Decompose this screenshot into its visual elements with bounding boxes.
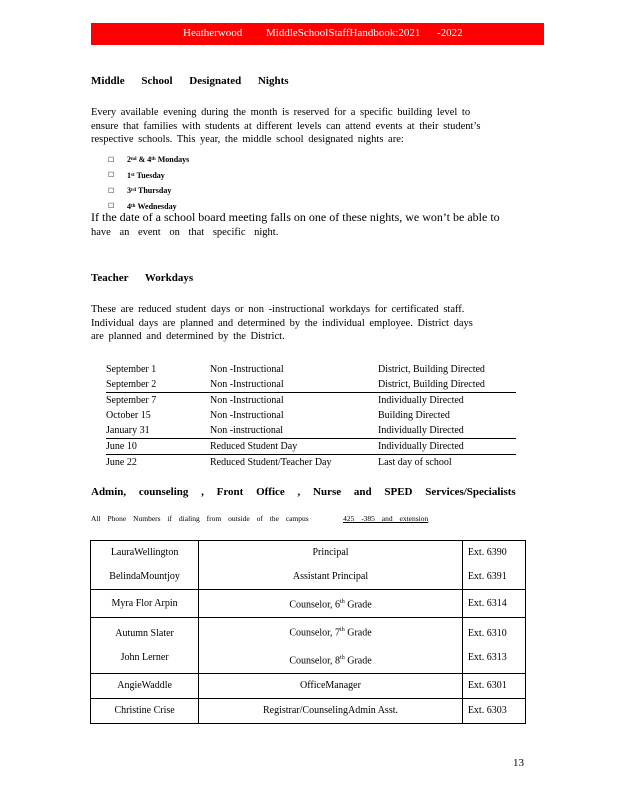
workday-date-cell: October 15 bbox=[106, 410, 151, 421]
staff-extension: Ext. 6390 bbox=[467, 547, 507, 558]
staff-name: LauraWellington bbox=[110, 547, 179, 558]
paragraph-line: respective schools. This year, the middle school designated nights are: bbox=[91, 134, 404, 145]
table-row bbox=[106, 455, 516, 471]
header-year-end: -2022 bbox=[437, 27, 463, 39]
workday-directed-cell: Individually Directed bbox=[378, 423, 516, 439]
list-item: ☐ 2 nd & 4 th Mondays bbox=[108, 155, 190, 165]
workday-directed-cell: Individually Directed bbox=[378, 439, 516, 455]
table-row bbox=[106, 393, 516, 409]
table-row bbox=[91, 673, 526, 698]
workday-type-cell: Reduced Student Day bbox=[210, 439, 378, 455]
bullet-box-icon: ☐ bbox=[108, 171, 115, 180]
staff-role: Registrar/CounselingAdmin Asst. bbox=[262, 704, 398, 716]
workday-type-cell: Non -Instructional bbox=[210, 364, 284, 375]
workday-date-cell: June 10 bbox=[106, 439, 210, 455]
workday-type-cell: Non -Instructional bbox=[210, 410, 284, 421]
staff-name: Autumn Slater bbox=[115, 627, 174, 639]
workday-directed-cell: District, Building Directed bbox=[378, 364, 485, 375]
staff-extension: Ext. 6310 bbox=[467, 627, 507, 639]
handbook-header-bar bbox=[91, 23, 544, 45]
staff-role-cell bbox=[199, 541, 463, 590]
staff-extension: Ext. 6391 bbox=[467, 571, 507, 582]
staff-name-cell bbox=[91, 673, 199, 698]
page-number: 13 bbox=[513, 757, 524, 769]
staff-name: John Lerner bbox=[120, 651, 169, 663]
header-handbook-title: MiddleSchoolStaffHandbook:2021 bbox=[266, 27, 421, 39]
staff-name-cell bbox=[91, 590, 199, 618]
staff-role-cell bbox=[199, 673, 463, 698]
staff-name: Christine Crise bbox=[114, 704, 175, 716]
staff-role: Counselor, 6th Grade bbox=[289, 599, 372, 611]
header-school-name: Heatherwood bbox=[183, 27, 243, 39]
table-row bbox=[91, 541, 526, 590]
staff-extension: Ext. 6301 bbox=[467, 679, 507, 691]
list-item: ☐ 1 st Tuesday bbox=[108, 170, 165, 180]
phone-note bbox=[91, 514, 428, 523]
staff-extension: Ext. 6314 bbox=[467, 597, 507, 609]
board-meeting-note: If the date of a school board meeting falls on one of these nights, we won’t be able to bbox=[91, 210, 500, 224]
staff-name-cell bbox=[91, 698, 199, 723]
staff-extension-cell bbox=[462, 698, 525, 723]
designated-nights-heading: Middle School Designated Nights bbox=[91, 75, 289, 87]
staff-role: OfficeManager bbox=[300, 679, 361, 691]
staff-extension-cell bbox=[462, 673, 525, 698]
list-item: ☐ 3 rd Thursday bbox=[108, 186, 172, 196]
workday-directed-cell: Building Directed bbox=[378, 410, 450, 421]
workday-date-cell: June 22 bbox=[106, 457, 137, 468]
workday-date-cell: September 7 bbox=[106, 395, 157, 406]
paragraph-line: Every available evening during the month is reserved for a specific building level to bbox=[91, 107, 471, 118]
staff-role: Principal bbox=[312, 547, 349, 558]
phone-note-text: All Phone Numbers if dialing from outside of the campus bbox=[91, 514, 309, 523]
table-row bbox=[106, 423, 516, 439]
workday-directed-cell: Individually Directed bbox=[378, 395, 464, 406]
staff-name-cell bbox=[91, 618, 199, 674]
workday-type-cell: Reduced Student/Teacher Day bbox=[210, 457, 332, 468]
designated-nights-paragraph bbox=[91, 106, 541, 147]
list-item: ☐ 4 th Wednesday bbox=[108, 201, 177, 211]
workday-date-cell: September 1 bbox=[106, 364, 157, 375]
staff-name: AngieWaddle bbox=[117, 679, 172, 691]
staff-extension: Ext. 6313 bbox=[467, 651, 507, 663]
bullet-box-icon: ☐ bbox=[108, 202, 115, 211]
table-row bbox=[106, 362, 516, 377]
staff-role-cell bbox=[199, 698, 463, 723]
workday-type-cell: Non -Instructional bbox=[210, 377, 378, 393]
staff-name-cell bbox=[91, 541, 199, 590]
paragraph-line: Individual days are planned and determined by the individual employee. District days bbox=[91, 317, 473, 329]
teacher-workdays-heading: Teacher Workdays bbox=[91, 272, 194, 284]
designated-nights-list bbox=[108, 152, 189, 214]
table-row bbox=[91, 618, 526, 674]
staff-name: Myra Flor Arpin bbox=[111, 597, 178, 609]
staff-role-cell bbox=[199, 618, 463, 674]
phone-prefix: 425 -385 and extension bbox=[343, 514, 429, 523]
workday-type-cell: Non -Instructional bbox=[210, 395, 284, 406]
workday-directed-cell: District, Building Directed bbox=[378, 377, 516, 393]
workday-date-cell: September 2 bbox=[106, 377, 210, 393]
staff-role: Assistant Principal bbox=[292, 571, 369, 582]
staff-extension-cell bbox=[462, 618, 525, 674]
staff-directory-table bbox=[90, 540, 526, 724]
staff-name: BelindaMountjoy bbox=[109, 571, 180, 582]
staff-extension-cell bbox=[462, 590, 525, 618]
table-row bbox=[106, 408, 516, 423]
workday-date-cell: January 31 bbox=[106, 423, 210, 439]
teacher-workdays-paragraph bbox=[91, 303, 541, 344]
workdays-table bbox=[106, 362, 516, 470]
paragraph-line: These are reduced student days or non -instructional workdays for certificated staff. bbox=[91, 304, 465, 315]
table-row bbox=[106, 377, 516, 393]
admin-section-heading: Admin, counseling , Front Office , Nurse and SPED Services/Specialists bbox=[91, 486, 516, 498]
board-meeting-note-continued: have an event on that specific night. bbox=[91, 227, 279, 238]
table-row bbox=[91, 698, 526, 723]
paragraph-line: are planned and determined by the District. bbox=[91, 331, 285, 342]
staff-role-cell bbox=[199, 590, 463, 618]
workday-directed-cell: Last day of school bbox=[378, 457, 452, 468]
paragraph-line: ensure that families with students at different levels can attend events at their student’s bbox=[91, 120, 481, 132]
staff-extension-cell bbox=[462, 541, 525, 590]
table-row bbox=[106, 439, 516, 455]
table-row bbox=[91, 590, 526, 618]
staff-role: Counselor, 8th Grade bbox=[289, 654, 372, 666]
bullet-box-icon: ☐ bbox=[108, 186, 115, 195]
staff-role: Counselor, 7th Grade bbox=[289, 627, 372, 639]
bullet-box-icon: ☐ bbox=[108, 155, 115, 164]
workday-type-cell: Non -instructional bbox=[210, 423, 378, 439]
staff-extension: Ext. 6303 bbox=[467, 704, 507, 716]
